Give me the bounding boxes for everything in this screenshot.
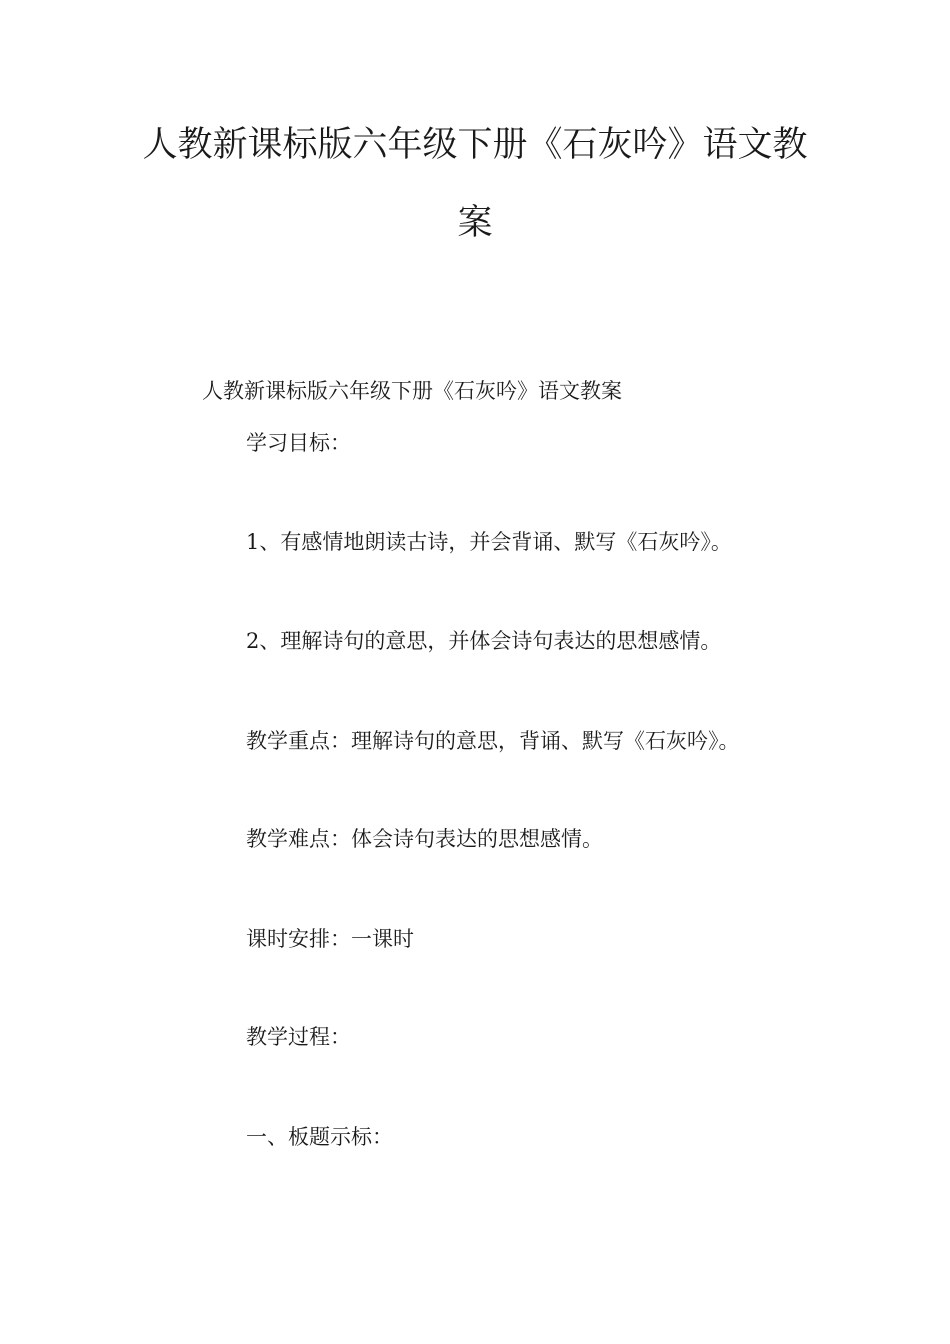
paragraph-learning-goals: 学习目标： bbox=[246, 431, 351, 455]
document-title-line-2: 案 bbox=[457, 203, 493, 243]
document-subtitle: 人教新课标版六年级下册《石灰吟》语文教案 bbox=[202, 379, 622, 403]
paragraph-step-1: 一、板题示标： bbox=[246, 1125, 393, 1149]
paragraph-process: 教学过程： bbox=[246, 1025, 351, 1049]
paragraph-key-points: 教学重点：理解诗句的意思，背诵、默写《石灰吟》。 bbox=[246, 729, 740, 753]
document-title-line-1: 人教新课标版六年级下册《石灰吟》语文教 bbox=[142, 125, 808, 165]
paragraph-goal-1: 1、有感情地朗读古诗，并会背诵、默写《石灰吟》。 bbox=[246, 530, 732, 554]
paragraph-goal-2: 2、理解诗句的意思，并体会诗句表达的思想感情。 bbox=[246, 629, 722, 653]
paragraph-difficulties: 教学难点：体会诗句表达的思想感情。 bbox=[246, 827, 603, 851]
paragraph-schedule: 课时安排：一课时 bbox=[246, 927, 414, 951]
